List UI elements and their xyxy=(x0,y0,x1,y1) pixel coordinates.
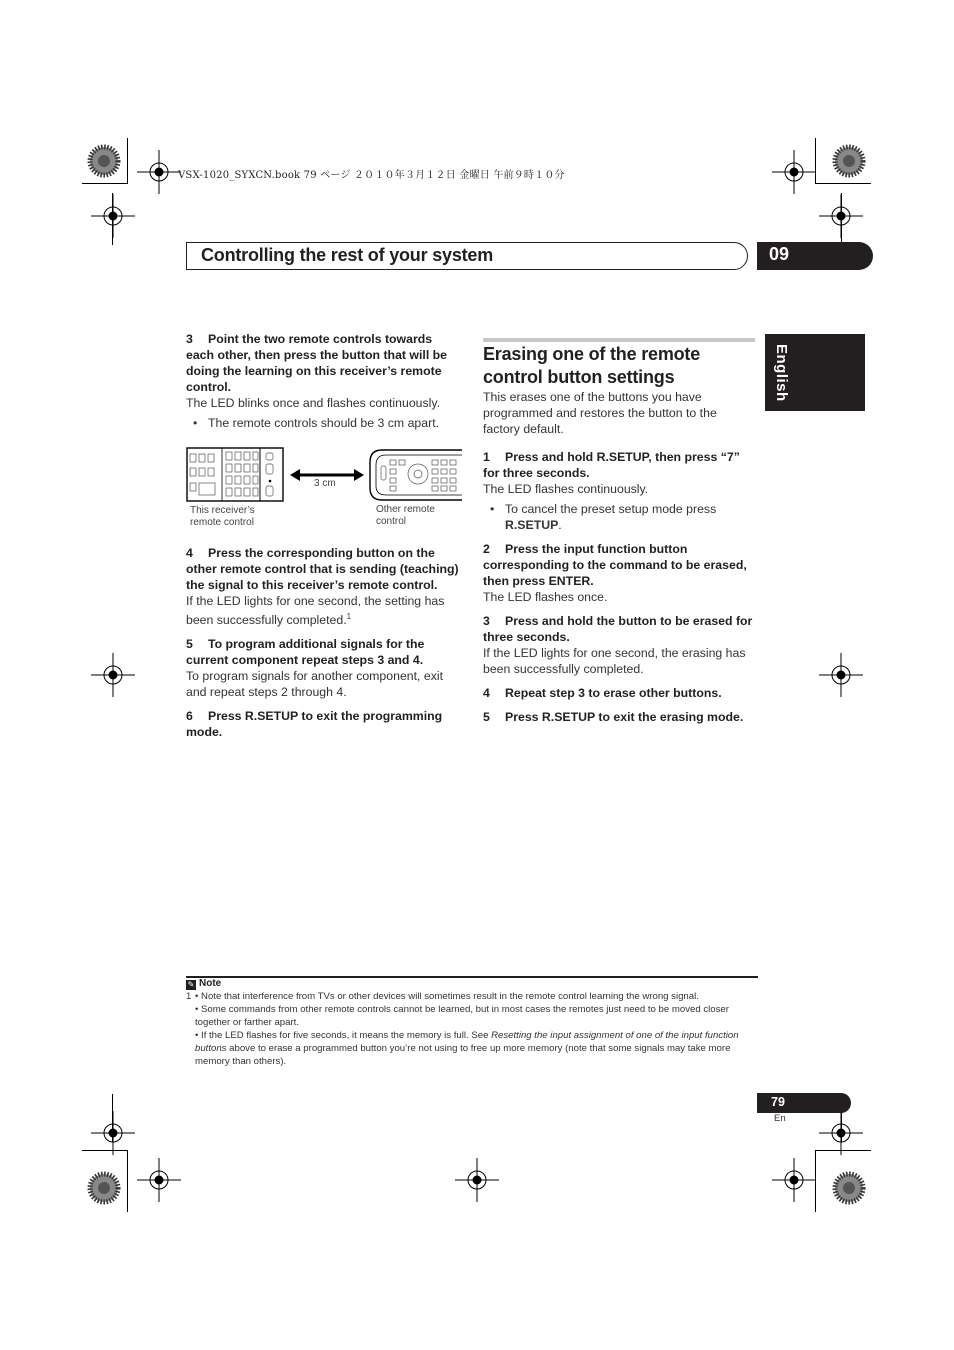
page-number: 79 xyxy=(757,1093,851,1113)
left-column-lower xyxy=(186,545,462,740)
left-remote-caption: This receiver’s remote control xyxy=(190,505,255,528)
left-column xyxy=(186,331,462,431)
language-tab xyxy=(765,334,865,411)
erase-step-5: 5 Press R.SETUP to exit the erasing mode. xyxy=(483,710,744,724)
note-heading: ✎ Note xyxy=(187,978,222,989)
page-language: En xyxy=(774,1113,786,1124)
note-item: • If the LED flashes for five seconds, it means the memory is full. See Resetting the input assignment of one of the input function buttons above to erase a programmed button you’re not using to free up more memory (note that some signals may take more memory than others). xyxy=(195,1030,739,1067)
erase-step-3-body: If the LED lights for one second, the erasing has been successfully completed. xyxy=(483,646,746,676)
erase-step-2-body: The LED flashes once. xyxy=(483,590,608,604)
chapter-header xyxy=(186,242,748,270)
note-rule xyxy=(186,976,758,978)
erase-step-3: 3 Press and hold the button to be erased for three seconds. xyxy=(483,614,753,644)
remote-figure xyxy=(186,446,462,536)
step-4-body: If the LED lights for one second, the setting has been successfully completed.$^1$ xyxy=(186,594,445,628)
right-remote-caption: Other remote control xyxy=(376,504,435,527)
footnote-number: 1 xyxy=(186,991,192,1002)
notes-list xyxy=(186,990,758,1068)
pencil-icon: ✎ xyxy=(187,980,195,989)
erase-step-1: 1 Press and hold R.SETUP, then press “7” for three seconds. xyxy=(483,450,740,480)
section-rule xyxy=(483,338,755,342)
step-5-body: To program signals for another component, exit and repeat steps 2 through 4. xyxy=(186,669,444,700)
chapter-number: 09 xyxy=(757,242,873,270)
step-3-bullet: • The remote controls should be 3 cm apart. xyxy=(186,415,462,431)
step-3-body: The LED blinks once and flashes continuously. xyxy=(186,396,441,410)
remote-illustration xyxy=(186,446,462,506)
erase-step-2: 2 Press the input function button corresponding to the command to be erased, then press ENTER. xyxy=(483,542,747,588)
right-column xyxy=(483,343,755,725)
section-title: Erasing one of the remote control button settings xyxy=(483,344,701,387)
distance-label: 3 cm xyxy=(314,478,336,489)
erase-step-1-body: The LED flashes continuously. xyxy=(483,482,649,496)
section-intro: This erases one of the buttons you have programmed and restores the button to the factory default. xyxy=(483,390,717,436)
step-3: 3 Point the two remote controls towards each other, then press the button that will be doing the learning on this receiver’s remote control. xyxy=(186,332,447,394)
footnote-ref: 1 xyxy=(346,612,352,621)
chapter-title: Controlling the rest of your system xyxy=(201,245,494,265)
erase-step-1-bullet: • To cancel the preset setup mode press R.SETUP. xyxy=(483,501,755,533)
step-5: 5 To program additional signals for the current component repeat steps 3 and 4. xyxy=(186,637,425,668)
erase-step-4: 4 Repeat step 3 to erase other buttons. xyxy=(483,686,722,700)
step-6: 6 Press R.SETUP to exit the programming mode. xyxy=(186,709,443,740)
step-4: 4 Press the corresponding button on the other remote control that is sending (teaching) the signal to this receiver’s remote control. xyxy=(186,546,459,592)
note-item: 1 • Note that interference from TVs or other devices will sometimes result in the remote control learning the wrong signal. xyxy=(186,991,699,1002)
note-item: • Some commands from other remote controls cannot be learned, but in most cases the remotes just need to be moved closer together or farther apart. xyxy=(195,1004,729,1028)
print-info: VSX-1020_SYXCN.book 79 ページ ２０１０年３月１２日 金曜日 午前９時１０分 xyxy=(178,170,565,181)
language-label: English xyxy=(773,344,790,402)
